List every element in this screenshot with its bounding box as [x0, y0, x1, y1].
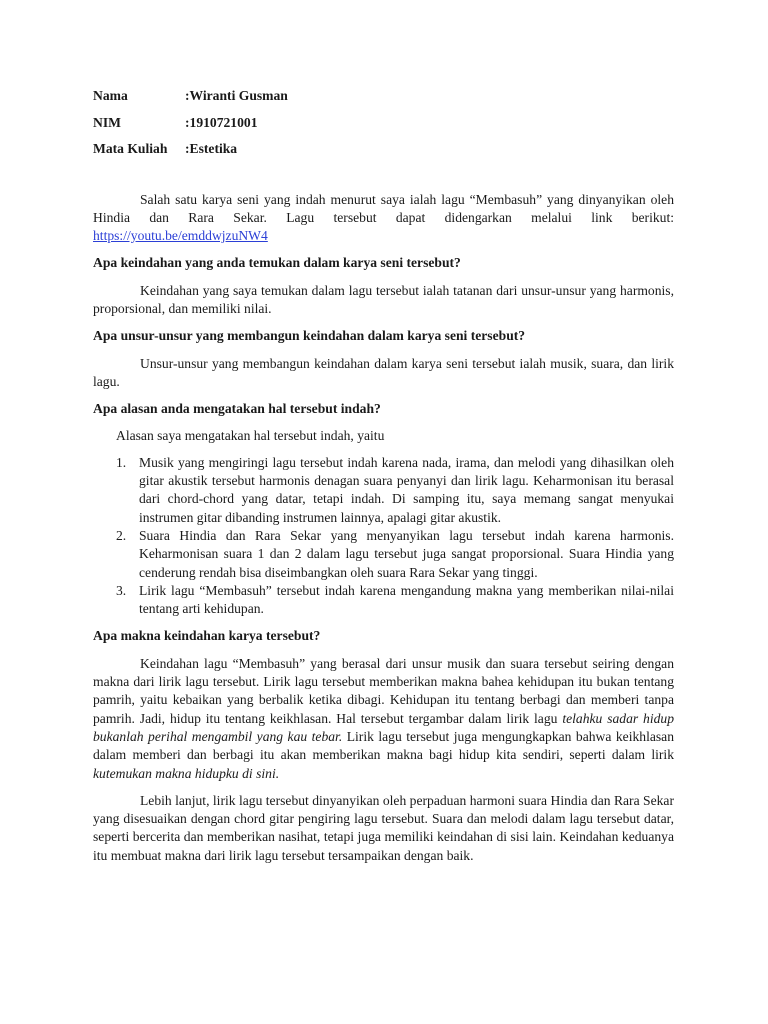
intro-paragraph [93, 191, 674, 246]
question-3: Apa alasan anda mengatakan hal tersebut indah? [93, 401, 381, 417]
course-value: :Estetika [185, 141, 238, 156]
answer-2: Unsur-unsur yang membangun keindahan dalam karya seni tersebut ialah musik, suara, dan lirik lagu. [93, 355, 674, 389]
list-number: 1. [116, 454, 127, 470]
list-item [93, 527, 674, 582]
document-page [93, 86, 674, 874]
answer-1: Keindahan yang saya temukan dalam lagu tersebut ialah tatanan dari unsur-unsur yang harmonis, proporsional, dan memiliki nilai. [93, 282, 674, 316]
answer-4-paragraph-1 [93, 655, 674, 783]
list-text: Lirik lagu “Membasuh” tersebut indah karena mengandung makna yang memberikan nilai-nilai tentang arti kehidupan. [139, 582, 674, 617]
list-text: Musik yang mengiringi lagu tersebut indah karena nada, irama, dan melodi yang dihasilkan oleh gitar akustik tersebut harmonis denagan suara penyanyi dan lirik lagu. Keharmonisan itu berasal dari chord-chord yang datar, tetapi indah. Di samping itu, saya memang sangat menyukai instrumen gitar dibanding instrumen lainnya, apalagi gitar akustik. [139, 454, 674, 525]
answer-3-lead: Alasan saya mengatakan hal tersebut indah, yaitu [116, 428, 385, 444]
answer-4-text-a: Keindahan lagu “Membasuh” yang berasal dari unsur musik dan suara tersebut seiring dengan makna dari lirik lagu tersebut. Lirik lagu tersebut memberikan makna bahea kehidupan itu bukan tentang pamrih, yaitu kebaikan yang berbalik ketika dibagi. Kehidupan itu tentang berbagi dan memberi tanpa pamrih. Jadi, hidup itu tentang keikhlasan. Hal tersebut tergambar dalam lirik lagu [93, 655, 674, 726]
nim-label: NIM [93, 114, 121, 130]
list-text: Suara Hindia dan Rara Sekar yang menyanyikan lagu tersebut indah karena harmonis. Keharmonisan suara 1 dan 2 dalam lagu tersebut juga sangat proporsional. Suara Hindia yang cenderung rendah bisa diseimbangkan oleh suara Rara Sekar yang tinggi. [139, 527, 674, 580]
list-number: 2. [116, 527, 127, 543]
header-name-row [93, 86, 674, 106]
intro-text: Salah satu karya seni yang indah menurut saya ialah lagu “Membasuh” yang dinyanyikan oleh Hindia dan Rara Sekar. Lagu tersebut dapat didengarkan melalui link berikut: [93, 191, 674, 225]
answer-4-text-b: Lirik lagu tersebut juga mengungkapkan bahwa keikhlasan dalam memberi dan berbagi itu akan memberikan makna bagi hidup kita sendiri, seperti dalam lirik [93, 728, 674, 763]
question-1: Apa keindahan yang anda temukan dalam karya seni tersebut? [93, 255, 461, 271]
name-value: :Wiranti Gusman [185, 88, 288, 103]
lyric-quote-2: kutemukan makna hidupku di sini. [93, 765, 280, 781]
nim-value: :1910721001 [185, 114, 258, 130]
question-2: Apa unsur-unsur yang membangun keindahan dalam karya seni tersebut? [93, 328, 526, 344]
list-item [93, 454, 674, 527]
reasons-list [93, 454, 674, 619]
lyric-quote-1: telahku sadar hidup bukanlah perihal mengambil yang kau tebar. [93, 710, 675, 744]
list-item [93, 582, 674, 619]
course-label: Mata Kuliah [93, 141, 168, 156]
list-number: 3. [116, 582, 127, 598]
answer-4-paragraph-2: Lebih lanjut, lirik lagu tersebut dinyanyikan oleh perpaduan harmoni suara Hindia dan Rara Sekar yang disesuaikan dengan chord gitar pengiring lagu tersebut. Suara dan melodi dalam lagu tersebut datar, seperti bercerita dan memberikan nasihat, tetapi juga memiliki keindahan di sisi lain. Keindahan keduanya itu membuat makna dari lirik lagu tersebut tersampaikan dengan baik. [93, 792, 674, 863]
name-label: Nama [93, 88, 128, 103]
header-nim-row [93, 113, 674, 133]
youtube-link[interactable]: https://youtu.be/emddwjzuNW4 [93, 228, 268, 244]
header-course-row [93, 139, 674, 159]
question-4: Apa makna keindahan karya tersebut? [93, 628, 321, 644]
